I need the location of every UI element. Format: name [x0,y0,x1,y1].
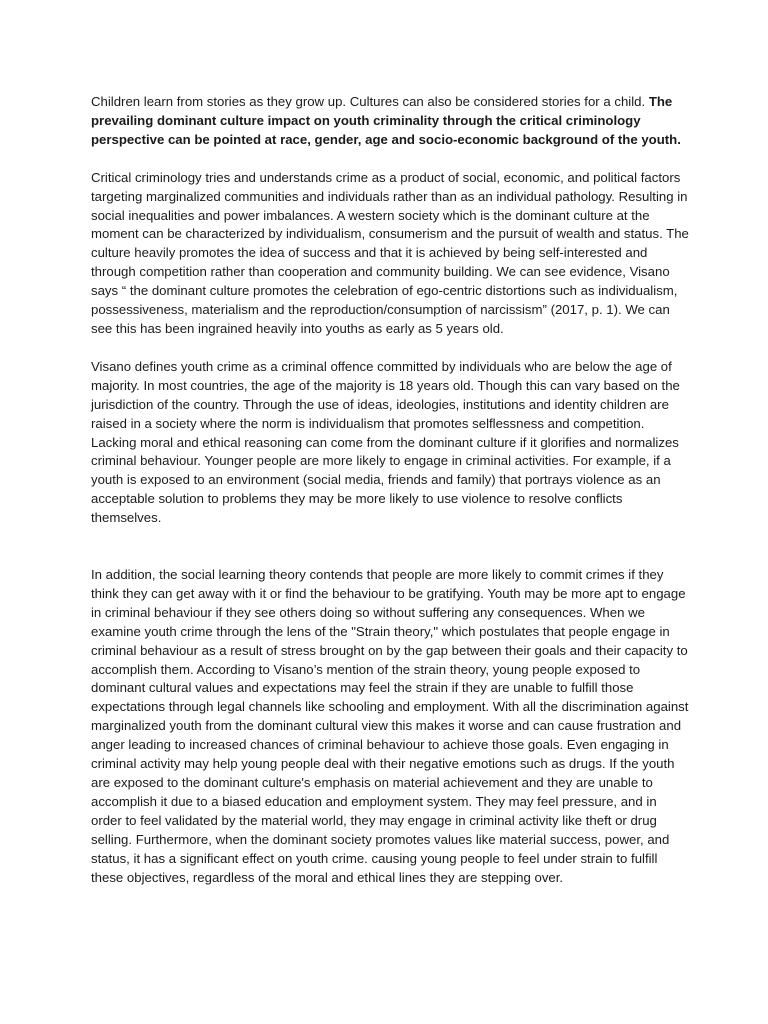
paragraph-spacer [91,339,691,358]
intro-sentence: Children learn from stories as they grow up. Cultures can also be considered stories for a child. [91,94,646,109]
paragraph-social-learning-strain: In addition, the social learning theory contends that people are more likely to commit crimes if they think they can get away with it or find the behaviour to be gratifying. Youth may be more apt to engage in criminal behaviour if they see others doing so without suffering any consequences. When we examine youth crime through the lens of the "Strain theory," which postulates that people engage in criminal behaviour as a result of stress brought on by the gap between their goals and their capacity to accomplish them. According to Visano’s mention of the strain theory, young people exposed to dominant cultural values and expectations may feel the strain if they are unable to fulfill those expectations through legal channels like schooling and employment. With all the discrimination against marginalized youth from the dominant cultural view this makes it worse and can cause frustration and anger leading to increased chances of criminal behaviour to achieve those goals. Even engaging in criminal activity may help young people deal with their negative emotions such as drugs. If the youth are exposed to the dominant culture's emphasis on material achievement and they are unable to accomplish it due to a biased education and employment system. They may feel pressure, and in order to feel validated by the material world, they may engage in criminal activity like theft or drug selling. Furthermore, when the dominant society promotes values like material success, power, and status, it has a significant effect on youth crime. causing young people to feel under strain to fulfill these objectives, regardless of the moral and ethical lines they are stepping over. [91,567,689,885]
paragraph-spacer [91,528,691,566]
intro-paragraph [91,93,691,150]
paragraph-spacer [91,150,691,169]
paragraph-critical-criminology: Critical criminology tries and understands crime as a product of social, economic, and political factors targeting marginalized communities and individuals rather than as an individual pathology. Resulting in social inequalities and power imbalances. A western society which is the dominant culture at the moment can be characterized by individualism, consumerism and the pursuit of wealth and status. The culture heavily promotes the idea of success and that it is achieved by being self-interested and through competition rather than cooperation and community building. We can see evidence, Visano says “ the dominant culture promotes the celebration of ego-centric distortions such as individualism, possessiveness, materialism and the reproduction/consumption of narcissism” (2017, p. 1). We can see this has been ingrained heavily into youths as early as 5 years old. [91,169,689,336]
document-body [91,93,691,887]
thesis-statement: The prevailing dominant culture impact on youth criminality through the critical criminology perspective can be pointed at race, gender, age and socio-economic background of the youth. [91,94,681,147]
paragraph-youth-crime-definition: Visano defines youth crime as a criminal offence committed by individuals who are below the age of majority. In most countries, the age of the majority is 18 years old. Though this can vary based on the jurisdiction of the country. Through the use of ideas, ideologies, institutions and identity children are raised in a society where the norm is individualism that promotes selflessness and competition. Lacking moral and ethical reasoning can come from the dominant culture if it glorifies and normalizes criminal behaviour. Younger people are more likely to engage in criminal activities. For example, if a youth is exposed to an environment (social media, friends and family) that portrays violence as an acceptable solution to problems they may be more likely to use violence to resolve conflicts themselves. [91,358,680,526]
